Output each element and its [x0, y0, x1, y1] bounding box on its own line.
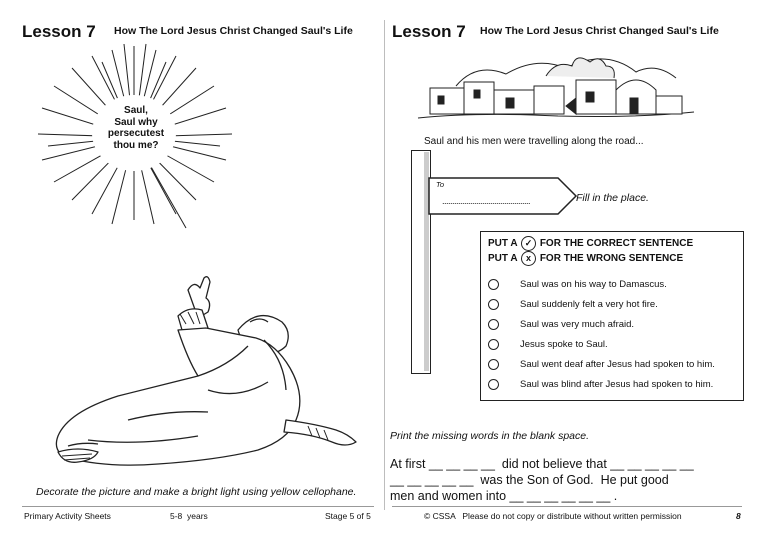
speech-line: Saul why	[114, 116, 158, 128]
signpost-blank[interactable]: ............................................	[442, 196, 531, 206]
cloze-passage	[390, 456, 740, 504]
sentence-item: Saul suddenly felt a very hot fire.	[520, 299, 658, 310]
footer-ages: 5-8 years	[170, 511, 208, 521]
speech-line: Saul,	[124, 105, 148, 116]
answer-circle[interactable]	[488, 279, 499, 290]
footer-series: Primary Activity Sheets	[24, 511, 111, 521]
cloze-line[interactable]: __ __ __ __ __ was the Son of God. He put good	[390, 473, 669, 487]
cross-icon: x	[521, 251, 536, 266]
missing-words-instruction: Print the missing words in the blank space.	[390, 430, 590, 442]
page-divider	[384, 20, 385, 510]
left-lesson-subtitle: How The Lord Jesus Christ Changed Saul's Life	[114, 25, 353, 37]
instruction-line-2	[488, 251, 683, 266]
speech-line: persecutest	[107, 128, 165, 139]
speech-line: thou me?	[113, 139, 159, 151]
footer-rule-right	[392, 506, 742, 507]
page-number: 8	[736, 511, 741, 521]
answer-circle[interactable]	[488, 319, 499, 330]
sentence-item: Saul went deaf after Jesus had spoken to him.	[520, 359, 715, 370]
footer-rule-left	[22, 506, 374, 507]
signpost-instruction: Fill in the place.	[576, 192, 649, 204]
footer-stage: Stage 5 of 5	[325, 511, 371, 521]
answer-circle[interactable]	[488, 379, 499, 390]
left-caption: Decorate the picture and make a bright light using yellow cellophane.	[36, 486, 357, 498]
fallen-saul-illustration	[28, 270, 368, 485]
instruction-suffix: FOR THE WRONG SENTENCE	[539, 253, 684, 265]
cloze-line[interactable]: At first __ __ __ __ did not believe that __ __ __ __ __	[390, 457, 694, 471]
speech-text	[96, 105, 176, 151]
cloze-line[interactable]: men and women into __ __ __ __ __ __ .	[390, 489, 618, 503]
left-lesson-title: Lesson 7	[22, 22, 96, 41]
right-lesson-subtitle: How The Lord Jesus Christ Changed Saul's Life	[480, 25, 719, 37]
answer-circle[interactable]	[488, 359, 499, 370]
sentence-item: Saul was blind after Jesus had spoken to him.	[520, 379, 714, 390]
instruction-suffix: FOR THE CORRECT SENTENCE	[539, 238, 694, 250]
answer-circle[interactable]	[488, 339, 499, 350]
village-illustration	[416, 46, 696, 122]
sentence-list	[488, 277, 738, 397]
instruction-line-1	[488, 236, 693, 251]
sentence-item: Jesus spoke to Saul.	[520, 339, 608, 350]
sentence-item: Saul was on his way to Damascus.	[520, 279, 667, 290]
instruction-prefix: PUT A	[488, 253, 518, 265]
intro-text: Saul and his men were travelling along the road...	[424, 136, 644, 147]
sentence-item: Saul was very much afraid.	[520, 319, 635, 330]
footer-copyright: © CSSA Please do not copy or distribute without written permission	[424, 511, 682, 521]
right-lesson-title: Lesson 7	[392, 22, 466, 41]
answer-circle[interactable]	[488, 299, 499, 310]
tick-icon: ✓	[521, 236, 536, 251]
instruction-prefix: PUT A	[488, 238, 518, 250]
signpost-to-label: To	[436, 180, 445, 189]
